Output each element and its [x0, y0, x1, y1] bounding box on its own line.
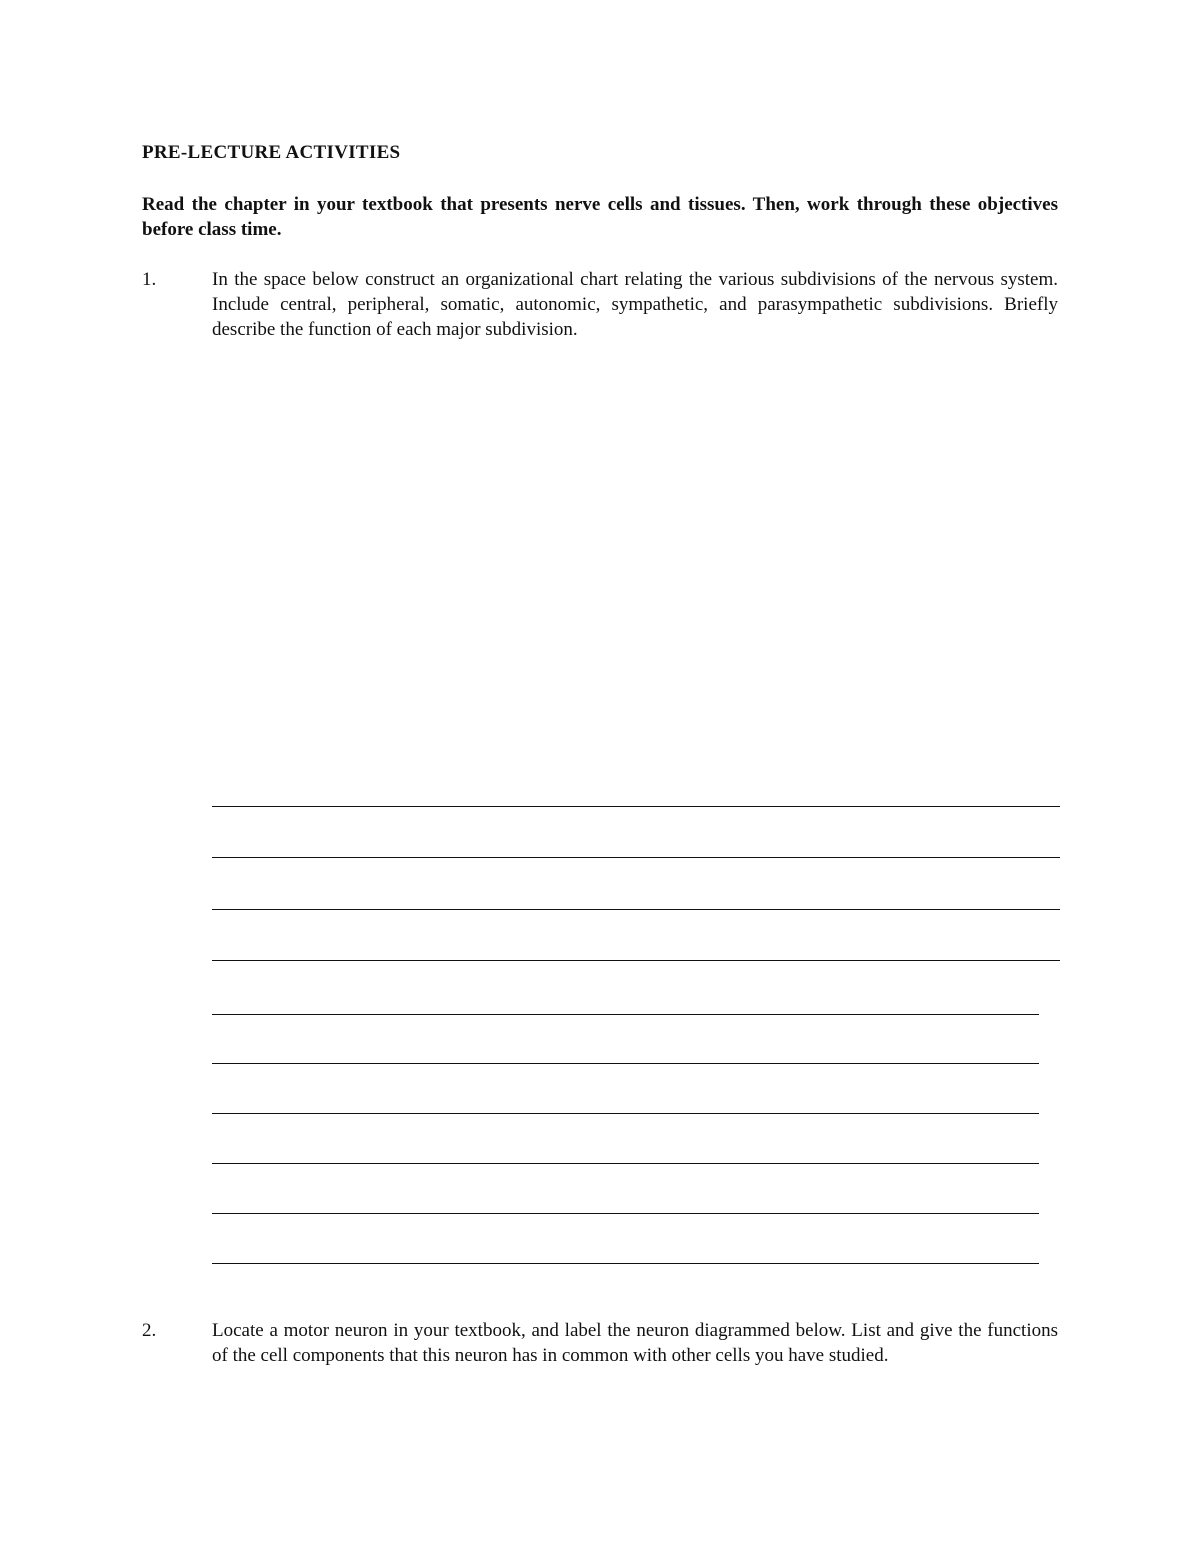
answer-line[interactable]	[212, 806, 1060, 807]
section-heading: PRE-LECTURE ACTIVITIES	[142, 142, 401, 163]
question-number: 1.	[142, 269, 157, 290]
question-number: 2.	[142, 1320, 157, 1341]
question-text: In the space below construct an organizational chart relating the various subdivisions of the nervous system. Include central, peripheral, somatic, autonomic, sympathetic, and parasympathetic subdivisions. Briefly describe the function of each major subdivision.	[212, 269, 1058, 340]
question-1	[142, 267, 1058, 347]
question-2	[142, 1318, 1058, 1378]
intro-instructions: Read the chapter in your textbook that presents nerve cells and tissues. Then, work through these objectives before class time.	[142, 194, 1058, 240]
answer-line[interactable]	[212, 909, 1060, 910]
answer-line[interactable]	[212, 1213, 1039, 1214]
answer-line[interactable]	[212, 960, 1060, 961]
answer-line[interactable]	[212, 1113, 1039, 1114]
answer-line[interactable]	[212, 857, 1060, 858]
answer-line[interactable]	[212, 1063, 1039, 1064]
answer-line[interactable]	[212, 1263, 1039, 1264]
answer-line[interactable]	[212, 1014, 1039, 1015]
question-text: Locate a motor neuron in your textbook, and label the neuron diagrammed below. List and give the functions of the cell components that this neuron has in common with other cells you have studied.	[212, 1320, 1058, 1366]
answer-line[interactable]	[212, 1163, 1039, 1164]
